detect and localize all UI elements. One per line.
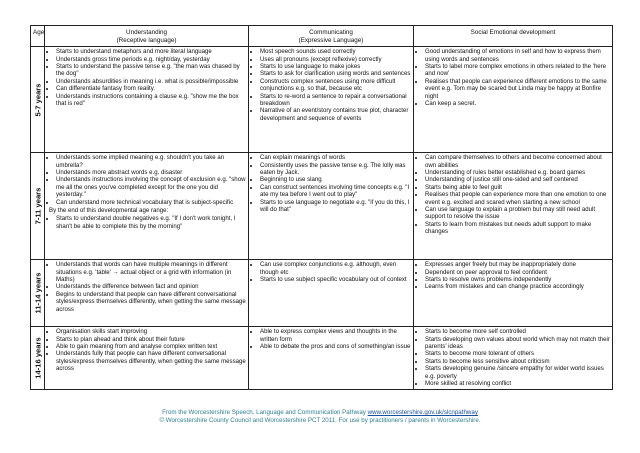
list-item: • Understands instructions involving the concept of exclusion e.g. "show me all the ones you've completed except for the one you did yesterday." xyxy=(56,176,246,198)
development-table xyxy=(30,25,613,390)
list-item: • Realises that people can experience more than one emotion to one event e.g. excited and scared when starting a new school xyxy=(425,191,610,206)
pathway-link[interactable]: www.worcestershire.gov.uk/slcnpathway xyxy=(367,409,478,416)
communicating-header xyxy=(249,26,414,47)
understanding-cell xyxy=(45,47,249,153)
communicating-header-subtitle: (Expressive Language) xyxy=(298,36,364,44)
communicating-list xyxy=(249,261,413,283)
list-item: • Starts to plan ahead and think about their future xyxy=(56,336,246,343)
social-cell xyxy=(414,327,613,390)
communicating-list xyxy=(249,328,413,350)
age-cell xyxy=(31,47,45,153)
social-cell xyxy=(414,153,613,260)
understanding-header-title: Understanding xyxy=(126,29,167,36)
list-item: • Narrative of an event/story contains true plot, character development and sequence of events xyxy=(260,107,411,122)
understanding-header-subtitle: (Receptive language) xyxy=(116,36,177,44)
list-item: • Understands instructions containing a clause e.g. "show me the box that is red" xyxy=(56,93,246,108)
list-item: • Understands gross time periods e.g. night/day, yesterday xyxy=(56,56,246,63)
list-item: • Beginning to use slang xyxy=(260,176,411,183)
list-item: • Starts to understand metaphors and more literal language xyxy=(56,48,246,55)
list-item: • Learns from mistakes and can change practice accordingly xyxy=(425,283,610,290)
list-item: • Starts developing genuine /sincere empathy for wider world issues e.g. poverty xyxy=(425,365,610,380)
header-row xyxy=(31,26,613,47)
list-item: • Good understanding of emotions in self and how to express them using words and sentences xyxy=(425,48,610,63)
age-cell xyxy=(31,260,45,327)
understanding-list xyxy=(45,261,248,313)
table-row-14-16 xyxy=(31,327,613,390)
age-cell xyxy=(31,327,45,390)
list-item: • Understands some implied meaning e.g. shouldn't you take an umbrella? xyxy=(56,154,246,169)
list-item: • Understanding of justice still one-sided and self centered xyxy=(425,176,610,183)
table-row-11-14 xyxy=(31,260,613,327)
list-item: • Starts to use language to negotiate e.g. "if you do this, I will do that" xyxy=(260,199,411,214)
list-item: • Most speech sounds used correctly xyxy=(260,48,411,55)
list-item: • Able to express complex views and thoughts in the written form xyxy=(260,328,411,343)
list-item: • Can use language to explain a problem but may still need adult support to resolve the issue xyxy=(425,206,610,221)
age-label: 11-14 years xyxy=(32,272,42,314)
list-item: • Understands fully that people can have different conversational styles/express themselves differently, when getting the same message across xyxy=(56,350,246,372)
age-header: Age xyxy=(31,26,45,47)
list-item: • Dependent on peer approval to feel confident xyxy=(425,269,610,276)
communicating-cell xyxy=(249,153,414,260)
list-item: • Starts developing own values about world which may not match their parents' ideas xyxy=(425,336,610,351)
list-item: • Starts to label more complex emotions in others related to the 'here and now' xyxy=(425,63,610,78)
list-item: • Can differentiate fantasy from reality. xyxy=(56,85,246,92)
list-item: • Uses all pronouns (except reflexive) correctly xyxy=(260,56,411,63)
communicating-header-title: Communicating xyxy=(309,29,353,36)
list-item: • Starts to use language to make jokes xyxy=(260,63,411,70)
list-item: • Can construct sentences involving time concepts e.g. "I ate my tea before I went out to play" xyxy=(260,184,411,199)
list-item: • Able to debate the pros and cons of something/an issue xyxy=(260,343,411,350)
list-item: • Organisation skills start improving xyxy=(56,328,246,335)
list-item: • Understands that words can have multiple meanings in different situations e.g. 'table' → actual object or a grid with information (in Maths) xyxy=(56,261,246,283)
understanding-cell xyxy=(45,153,249,260)
footer-copyright: © Worcestershire County Council and Worcestershire PCT 2011. For use by practitioners / parents in Worcestershire. xyxy=(159,417,481,424)
list-item: • Understands the difference between fact and opinion xyxy=(56,283,246,290)
list-item: • Can explain meanings of words xyxy=(260,154,411,161)
list-item: • Can understand more technical vocabulary that is subject-specific xyxy=(56,199,246,206)
list-item: • Starts to become more self controlled xyxy=(425,328,610,335)
table-row-7-11 xyxy=(31,153,613,260)
list-item: • More skilled at resolving conflict xyxy=(425,380,610,387)
list-item: • Starts to use subject specific vocabulary out of context xyxy=(260,276,411,283)
understanding-list xyxy=(45,328,248,372)
communicating-cell xyxy=(249,327,414,390)
list-item: • Begins to understand that people can have different conversational styles/express themselves differently, when getting the same message across xyxy=(56,291,246,313)
understanding-list-after xyxy=(45,215,248,230)
list-item: • Constructs complex sentences using more difficult conjunctions e.g. so that, because etc xyxy=(260,78,411,93)
developmental-note: By the end of this developmental age range: xyxy=(49,207,169,215)
list-item: • Can keep a secret. xyxy=(425,100,610,107)
list-item: • Expresses anger freely but may be inappropriately done xyxy=(425,261,610,268)
understanding-list xyxy=(45,154,248,206)
list-item: • Starts to become less sensitive about criticism xyxy=(425,358,610,365)
list-item: • Able to gain meaning from and analyse complex written text xyxy=(56,343,246,350)
list-item: • Starts to ask for clarification using words and sentences xyxy=(260,70,411,77)
understanding-list xyxy=(45,48,248,107)
understanding-cell xyxy=(45,260,249,327)
social-list xyxy=(414,154,612,235)
footer-source-text: From the Worcestershire Speech, Language and Communication Pathway xyxy=(162,409,366,416)
social-list xyxy=(414,261,612,291)
list-item: • Starts being able to feel guilt xyxy=(425,184,610,191)
list-item: • Can use complex conjunctions e.g. although, even though etc xyxy=(260,261,411,276)
age-cell xyxy=(31,153,45,260)
list-item: • Can compare themselves to others and become concerned about own abilities xyxy=(425,154,610,169)
understanding-cell xyxy=(45,327,249,390)
social-header: Social Emotional development xyxy=(414,26,613,47)
list-item: • Understands more abstract words e.g. disaster xyxy=(56,169,246,176)
list-item: • Consistently uses the passive tense e.g. The lolly was eaten by Jack. xyxy=(260,162,411,177)
list-item: • Starts to understand double negatives e.g. "If I don't work tonight, I shan't be able to complete this by the morning" xyxy=(56,215,246,230)
age-label: 14-16 years xyxy=(32,337,42,379)
communicating-cell xyxy=(249,260,414,327)
social-cell xyxy=(414,47,613,153)
list-item: • Starts to resolve owns problems independently xyxy=(425,276,610,283)
list-item: • Starts to become more tolerant of others xyxy=(425,350,610,357)
understanding-header xyxy=(45,26,249,47)
list-item: • Realises that people can experience different emotions to the same event e.g. Tom may be scared but Linda may be happy at Bonfire night xyxy=(425,78,610,100)
list-item: • Starts to re-word a sentence to repair a conversational breakdown xyxy=(260,93,411,108)
list-item: • Starts to understand the passive tense e.g. "the man was chased by the dog" xyxy=(56,63,246,78)
age-label: 5-7 years xyxy=(32,83,42,117)
list-item: • Starts to learn from mistakes but needs adult support to make changes xyxy=(425,221,610,236)
social-cell xyxy=(414,260,613,327)
communicating-cell xyxy=(249,47,414,153)
social-list xyxy=(414,48,612,107)
list-item: • Understands absurdities in meaning i.e. what is possible/impossible xyxy=(56,78,246,85)
social-list xyxy=(414,328,612,387)
communicating-list xyxy=(249,48,413,122)
table-row-5-7 xyxy=(31,47,613,153)
age-label: 7-11 years xyxy=(32,187,42,225)
communicating-list xyxy=(249,154,413,213)
list-item: • Understanding of rules better established e.g. board games xyxy=(425,169,610,176)
